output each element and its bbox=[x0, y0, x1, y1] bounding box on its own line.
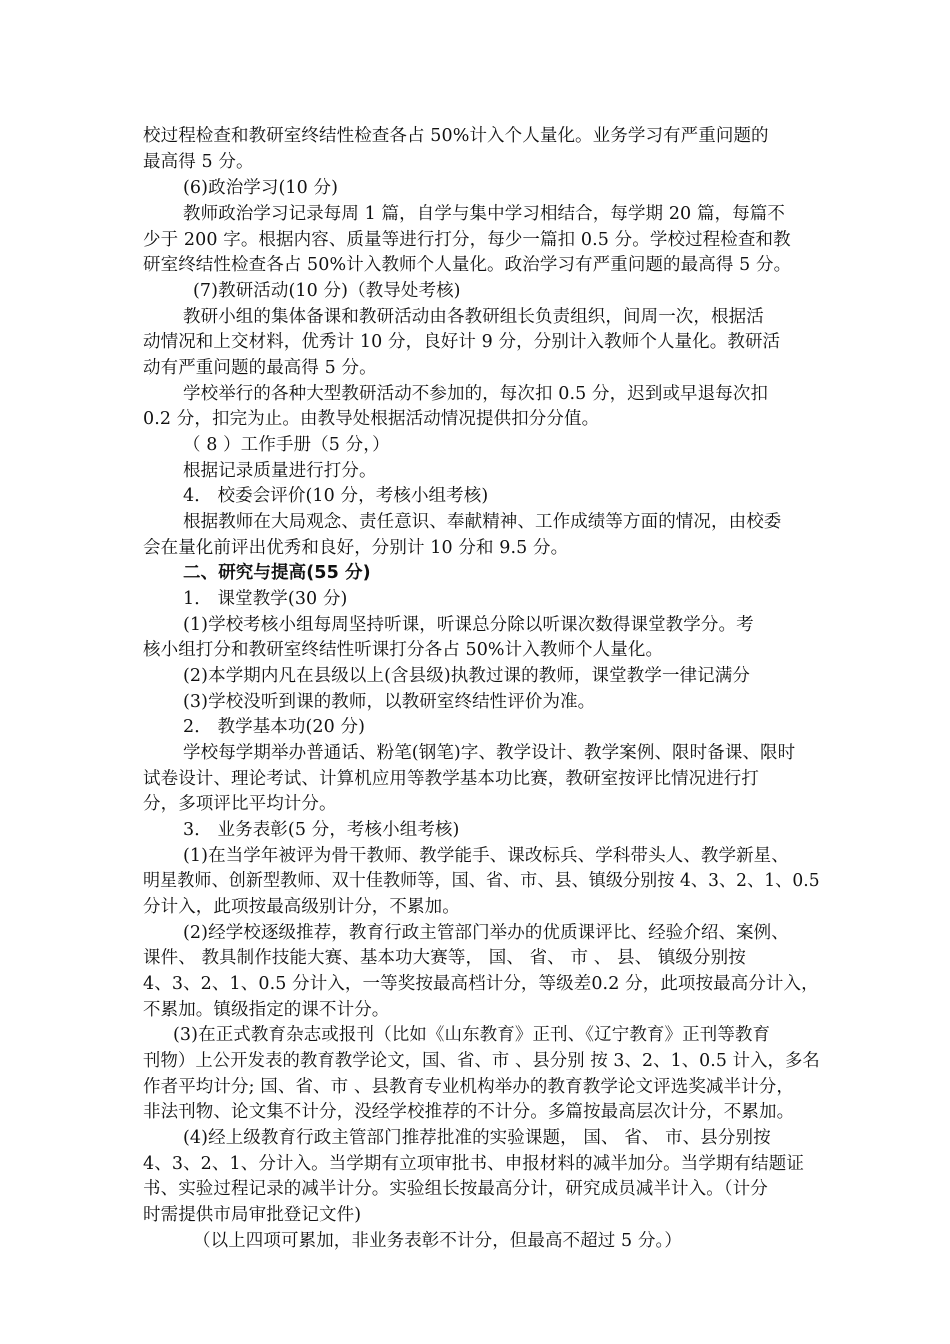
text-line: 4、3、2、1、0.5 分计入，一等奖按最高档计分，等级差0.2 分，此项按最高分计入， bbox=[143, 974, 819, 994]
text-line: 根据教师在大局观念、责任意识、奉献精神、工作成绩等方面的情况，由校委 bbox=[183, 512, 782, 532]
text-line: 不累加。镇级指定的课不计分。 bbox=[143, 1000, 390, 1020]
text-line: (3)在正式教育杂志或报刊（比如《山东教育》正刊、《辽宁教育》正刊等教育 bbox=[173, 1025, 771, 1045]
text-line: 学校每学期举办普通话、粉笔(钢笔)字、教学设计、教学案例、限时备课、限时 bbox=[183, 743, 796, 763]
text-line: 作者平均计分; 国、省、市 、县教育专业机构举办的教育教学论文评选奖减半计分， bbox=[143, 1077, 794, 1097]
text-line: 动有严重问题的最高得 5 分。 bbox=[143, 358, 377, 378]
text-line: 刊物）上公开发表的教育教学论文，国、省、市 、县分别 按 3、2、1、0.5 计入，多名 bbox=[143, 1051, 820, 1071]
section-heading: (7)教研活动(10 分)（教导处考核) bbox=[193, 281, 461, 301]
section-heading: （ 8 ）工作手册（5 分，） bbox=[183, 435, 390, 455]
text-line: 核小组打分和教研室终结性听课打分各占 50%计入教师个人量化。 bbox=[143, 640, 664, 660]
text-line: (2)本学期内凡在县级以上(含县级)执教过课的教师，课堂教学一律记满分 bbox=[183, 666, 750, 686]
text-line: 分，多项评比平均计分。 bbox=[143, 794, 337, 814]
text-line: (2)经学校逐级推荐，教育行政主管部门举办的优质课评比、经验介绍、案例、 bbox=[183, 923, 789, 943]
text-line: (1)在当学年被评为骨干教师、教学能手、课改标兵、学科带头人、教学新星、 bbox=[183, 846, 789, 866]
text-line: 0.2 分，扣完为止。由教导处根据活动情况提供扣分分值。 bbox=[143, 409, 600, 429]
text-line: 少于 200 字。根据内容、质量等进行打分，每少一篇扣 0.5 分。学校过程检查和教 bbox=[143, 230, 791, 250]
text-line: 书、实验过程记录的减半计分。实验组长按最高分计，研究成员减半计入。（计分 bbox=[143, 1179, 768, 1199]
text-line: 非法刊物、论文集不计分，没经学校推荐的不计分。多篇按最高层次计分，不累加。 bbox=[143, 1102, 795, 1122]
text-line: 明星教师、创新型教师、双十佳教师等，国、省、市、县、镇级分别按 4、3、2、1、0.5 bbox=[143, 871, 820, 891]
text-line: 时需提供市局审批登记文件) bbox=[143, 1205, 362, 1225]
text-line: 4、3、2、1、分计入。当学期有立项审批书、申报材料的减半加分。当学期有结题证 bbox=[143, 1154, 804, 1174]
text-line: 试卷设计、理论考试、计算机应用等教学基本功比赛，教研室按评比情况进行打 bbox=[143, 769, 759, 789]
section-heading: 4． 校委会评价(10 分，考核小组考核) bbox=[183, 486, 489, 506]
section-heading: 3． 业务表彰(5 分，考核小组考核) bbox=[183, 820, 460, 840]
text-line: 学校举行的各种大型教研活动不参加的，每次扣 0.5 分，迟到或早退每次扣 bbox=[183, 384, 769, 404]
text-line: 最高得 5 分。 bbox=[143, 152, 254, 172]
text-line: (1)学校考核小组每周坚持听课，听课总分除以听课次数得课堂教学分。考 bbox=[183, 615, 754, 635]
text-line: （以上四项可累加，非业务表彰不计分，但最高不超过 5 分。） bbox=[193, 1231, 683, 1251]
text-line: 分计入，此项按最高级别计分，不累加。 bbox=[143, 897, 460, 917]
text-line: 校过程检查和教研室终结性检查各占 50%计入个人量化。业务学习有严重问题的 bbox=[143, 126, 769, 146]
text-line: 教研小组的集体备课和教研活动由各教研组长负责组织，间周一次，根据活 bbox=[183, 307, 764, 327]
text-line: (4)经上级教育行政主管部门推荐批准的实验课题， 国、 省、 市、县分别按 bbox=[183, 1128, 771, 1148]
text-line: 会在量化前评出优秀和良好，分别计 10 分和 9.5 分。 bbox=[143, 538, 569, 558]
chapter-heading: 二、研究与提高(55 分) bbox=[183, 563, 371, 583]
text-line: 教师政治学习记录每周 1 篇，自学与集中学习相结合，每学期 20 篇，每篇不 bbox=[183, 204, 785, 224]
section-heading: (6)政治学习(10 分) bbox=[183, 178, 339, 198]
text-line: 课件、 教具制作技能大赛、基本功大赛等， 国、 省、 市 、 县、 镇级分别按 bbox=[143, 948, 746, 968]
text-line: 根据记录质量进行打分。 bbox=[183, 461, 377, 481]
section-heading: 1． 课堂教学(30 分) bbox=[183, 589, 348, 609]
text-line: (3)学校没听到课的教师，以教研室终结性评价为准。 bbox=[183, 692, 596, 712]
text-line: 研室终结性检查各占 50%计入教师个人量化。政治学习有严重问题的最高得 5 分。 bbox=[143, 255, 792, 275]
text-line: 动情况和上交材料，优秀计 10 分，良好计 9 分，分别计入教师个人量化。教研活 bbox=[143, 332, 781, 352]
section-heading: 2． 教学基本功(20 分) bbox=[183, 717, 366, 737]
